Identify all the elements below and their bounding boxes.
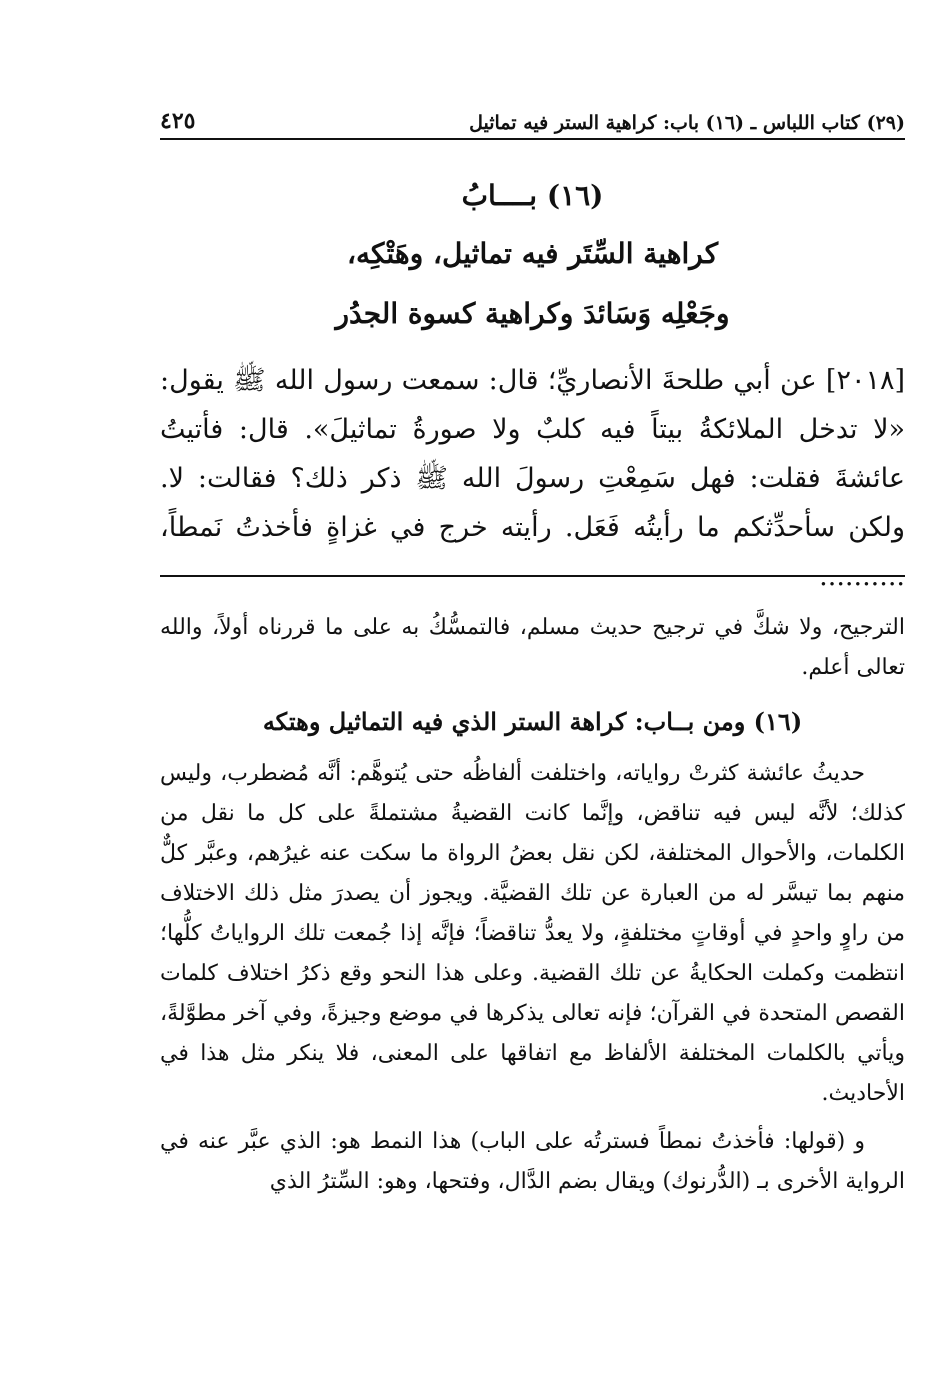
- commentary: [160, 608, 905, 1202]
- commentary-paragraph-3: و (قولها: فأخذتُ نمطاً فسترتُه على الباب) هذا النمط هو: الذي عبَّر عنه في الرواية الأخرى بـ (الدُّرنوك) ويقال بضم الدَّال، وفتحها، وهو: السِّترُ الذي: [160, 1129, 905, 1194]
- page-header: [160, 104, 905, 140]
- footnote-divider: [160, 575, 905, 577]
- page-number: ٤٢٥: [160, 108, 196, 134]
- commentary-paragraph-1: الترجيح، ولا شكَّ في ترجيح حديث مسلم، فالتمسُّكُ به على ما قررناه أولاً، والله تعالى أعلم.: [160, 615, 905, 680]
- commentary-sub-heading: (١٦) ومن بــاب: كراهة الستر الذي فيه التماثيل وهتكه: [262, 707, 803, 736]
- chapter-heading: [160, 168, 905, 344]
- chapter-title-line-1: كراهية السِّتَر فيه تماثيل، وهَتْكِه،: [346, 237, 719, 270]
- chapter-title-line-2: وجَعْلِه وَسَائدَ وكراهية كسوة الجدُر: [335, 297, 730, 330]
- hadith-text: [٢٠١٨] عن أبي طلحةَ الأنصاريِّ؛ قال: سمعت رسول الله ﷺ يقول: «لا تدخل الملائكةُ بيتاً فيه كلبٌ ولا صورةُ تماثيلَ». قال: فأتيتُ عائشةَ فقلت: فهل سَمِعْتِ رسولَ الله ﷺ ذكر ذلك؟ فقالت: لا. ولكن سأحدِّثكم ما رأيتُه فَعَل. رأيته خرج في غزاةٍ فأخذتُ نَمطاً، ..........: [160, 365, 905, 592]
- commentary-paragraph-2: حديثُ عائشة كثرتْ رواياته، واختلفت ألفاظُه حتى يُتوهَّم: أنَّه مُضطرب، وليس كذلك؛ لأنَّه ليس فيه تناقض، وإنَّما كانت القضيةُ مشتملةً على كل ما نقل من الكلمات، والأحوال المختلفة، لكن نقل بعضُ الرواة ما سكت عنه غيرُهم، وعبَّر كلٌّ منهم بما تيسَّر له من العبارة عن تلك القضيَّة. ويجوز أن يصدرَ مثل ذلك الاختلاف من راوٍ واحدٍ في أوقاتٍ مختلفةٍ، ولا يعدُّ تناقضاً؛ فإنَّه إذا جُمعت تلك الرواياتُ كلُّها؛ انتظمت وكملت الحكايةُ عن تلك القضية. وعلى هذا النحو وقع ذكرُ اختلاف كلمات القصص المتحدة في القرآن؛ فإنه تعالى يذكرها في موضع وجيزةً، وفي آخر مطوَّلةً، ويأتي بالكلمات المختلفة الألفاظ مع اتفاقها على المعنى، فلا ينكر مثل هذا في الأحاديث.: [160, 761, 905, 1106]
- running-head: (٢٩) كتاب اللباس ـ (١٦) باب: كراهية الستر فيه تماثيل: [469, 112, 905, 134]
- chapter-number: (١٦) بــــابُ: [461, 179, 604, 212]
